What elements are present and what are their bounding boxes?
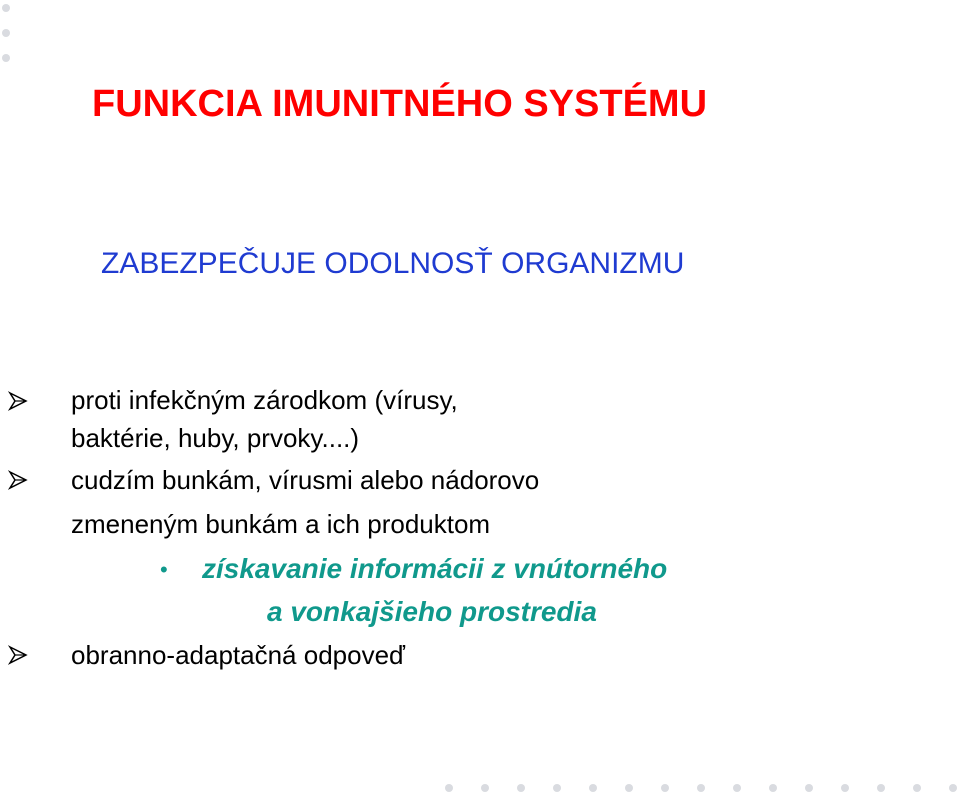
decorative-dot — [697, 784, 705, 792]
decorative-dot — [661, 784, 669, 792]
bullet-2-line-2: zmeneným bunkám a ich produktom — [71, 509, 491, 539]
decorative-dot — [2, 4, 10, 12]
decorative-dot — [769, 784, 777, 792]
decorative-dot — [949, 784, 957, 792]
decorative-dot — [481, 784, 489, 792]
decorative-dot — [625, 784, 633, 792]
decorative-dot — [841, 784, 849, 792]
decorative-dot — [877, 784, 885, 792]
bullet-3-line-1: obranno-adaptačná odpoveď — [71, 640, 406, 670]
decorative-dot — [913, 784, 921, 792]
decorative-dot — [2, 54, 10, 62]
slide-title: FUNKCIA IMUNITNÉHO SYSTÉMU — [92, 83, 708, 125]
decorative-dot — [733, 784, 741, 792]
sub-bullet-line-2: a vonkajšieho prostredia — [267, 596, 597, 627]
decorative-dot — [517, 784, 525, 792]
bullet-1-line-1: proti infekčným zárodkom (vírusy, — [71, 385, 458, 415]
arrow-bullet-icon — [8, 470, 28, 490]
sub-bullet-dot: • — [160, 557, 168, 582]
arrow-bullet-icon — [8, 391, 28, 411]
bullet-2-line-1: cudzím bunkám, vírusmi alebo nádorovo — [71, 465, 540, 495]
decorative-dot — [445, 784, 453, 792]
arrow-bullet-icon — [8, 645, 28, 665]
decorative-dot — [553, 784, 561, 792]
decorative-dot — [2, 29, 10, 37]
bullet-1-line-2: baktérie, huby, prvoky....) — [71, 423, 360, 453]
sub-bullet-line-1: získavanie informácii z vnútorného — [202, 553, 668, 584]
slide-subtitle: ZABEZPEČUJE ODOLNOSŤ ORGANIZMU — [101, 247, 685, 280]
decorative-dot — [589, 784, 597, 792]
decorative-dot — [805, 784, 813, 792]
